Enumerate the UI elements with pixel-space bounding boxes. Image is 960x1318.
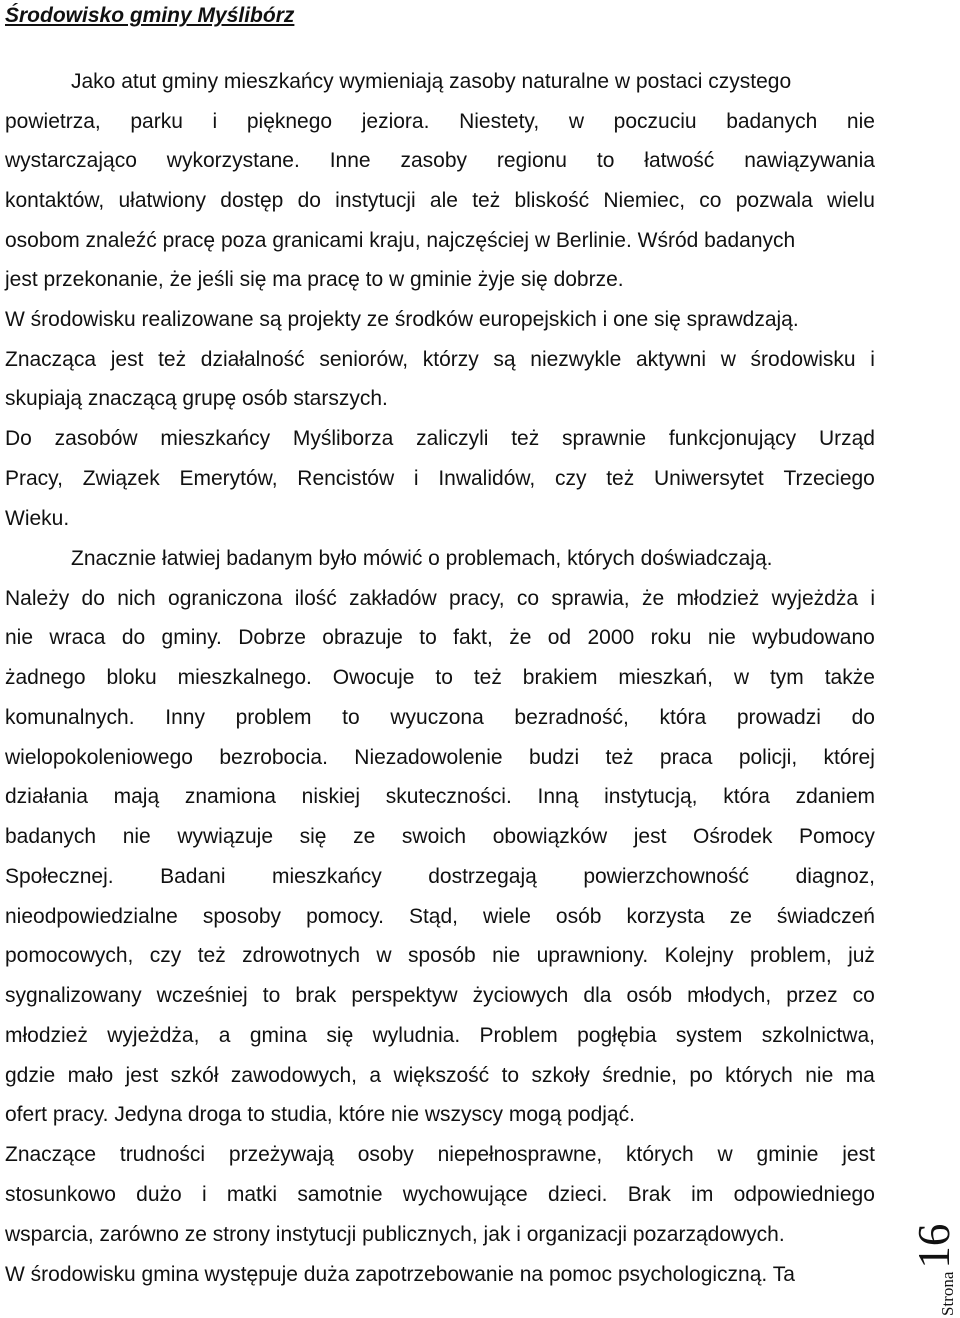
text-line: skupiają znaczącą grupę osób starszych. — [5, 387, 388, 410]
page-footer — [902, 1198, 958, 1316]
text-line: ofert pracy. Jedyna droga to studia, które nie wszyscy mogą podjąć. — [5, 1103, 635, 1126]
page-label: Strona — [938, 1271, 957, 1316]
text-line: Znaczące trudności przeżywają osoby niepełnosprawne, których w gminie jest — [5, 1143, 875, 1166]
text-line: W środowisku realizowane są projekty ze środków europejskich i one się sprawdzają. — [5, 308, 799, 331]
text-line: wsparcia, zarówno ze strony instytucji publicznych, jak i organizacji pozarządowych. — [5, 1223, 785, 1246]
text-line: Należy do nich ograniczona ilość zakładów pracy, co sprawia, że młodzież wyjeżdża i — [5, 587, 875, 610]
text-line: żadnego bloku mieszkalnego. Owocuje to też brakiem mieszkań, w tym także — [5, 666, 875, 689]
text-line: wielopokoleniowego bezrobocia. Niezadowolenie budzi też praca policji, której — [5, 746, 875, 769]
text-line: młodzież wyjeżdża, a gmina się wyludnia. Problem pogłębia system szkolnictwa, — [5, 1024, 875, 1047]
text-line: powietrza, parku i pięknego jeziora. Niestety, w poczuciu badanych nie — [5, 110, 875, 133]
text-line: nie wraca do gminy. Dobrze obrazuje to fakt, że od 2000 roku nie wybudowano — [5, 626, 875, 649]
text-line: kontaktów, ułatwiony dostęp do instytucji ale też bliskość Niemiec, co pozwala wielu — [5, 189, 875, 212]
text-line: działania mają znamiona niskiej skuteczności. Inną instytucją, która zdaniem — [5, 785, 875, 808]
text-line: gdzie mało jest szkół zawodowych, a większość to szkoły średnie, po których nie ma — [5, 1064, 875, 1087]
text-line: komunalnych. Inny problem to wyuczona bezradność, która prowadzi do — [5, 706, 875, 729]
text-line: Wieku. — [5, 507, 70, 530]
text-line: Znacząca jest też działalność seniorów, którzy są niezwykle aktywni w środowisku i — [5, 348, 875, 371]
text-line: sygnalizowany wcześniej to brak perspektyw życiowych dla osób młodych, przez co — [5, 984, 875, 1007]
text-line: nieodpowiedzialne sposoby pomocy. Stąd, wiele osób korzysta ze świadczeń — [5, 905, 875, 928]
text-line: badanych nie wywiązuje się ze swoich obowiązków jest Ośrodek Pomocy — [5, 825, 875, 848]
text-line: Pracy, Związek Emerytów, Rencistów i Inwalidów, czy też Uniwersytet Trzeciego — [5, 467, 875, 490]
text-line: jest przekonanie, że jeśli się ma pracę to w gminie żyje się dobrze. — [5, 268, 624, 291]
document-title: Środowisko gminy Myślibórz — [5, 4, 295, 27]
text-line: Społecznej. Badani mieszkańcy dostrzegają powierzchowność diagnoz, — [5, 865, 875, 888]
text-line: wystarczająco wykorzystane. Inne zasoby regionu to łatwość nawiązywania — [5, 149, 875, 172]
text-line: W środowisku gmina występuje duża zapotrzebowanie na pomoc psychologiczną. Ta — [5, 1263, 795, 1286]
text-line: Znacznie łatwiej badanym było mówić o problemach, których doświadczają. — [71, 547, 773, 570]
text-line: Jako atut gminy mieszkańcy wymieniają zasoby naturalne w postaci czystego — [71, 70, 792, 93]
text-line: osobom znaleźć pracę poza granicami kraju, najczęściej w Berlinie. Wśród badanych — [5, 229, 796, 252]
text-line: stosunkowo dużo i matki samotnie wychowujące dzieci. Brak im odpowiedniego — [5, 1183, 875, 1206]
text-line: Do zasobów mieszkańcy Myśliborza zaliczyli też sprawnie funkcjonujący Urząd — [5, 427, 875, 450]
page-number: 16 — [909, 1223, 959, 1269]
text-line: pomocowych, czy też zdrowotnych w sposób nie uprawniony. Kolejny problem, już — [5, 944, 875, 967]
